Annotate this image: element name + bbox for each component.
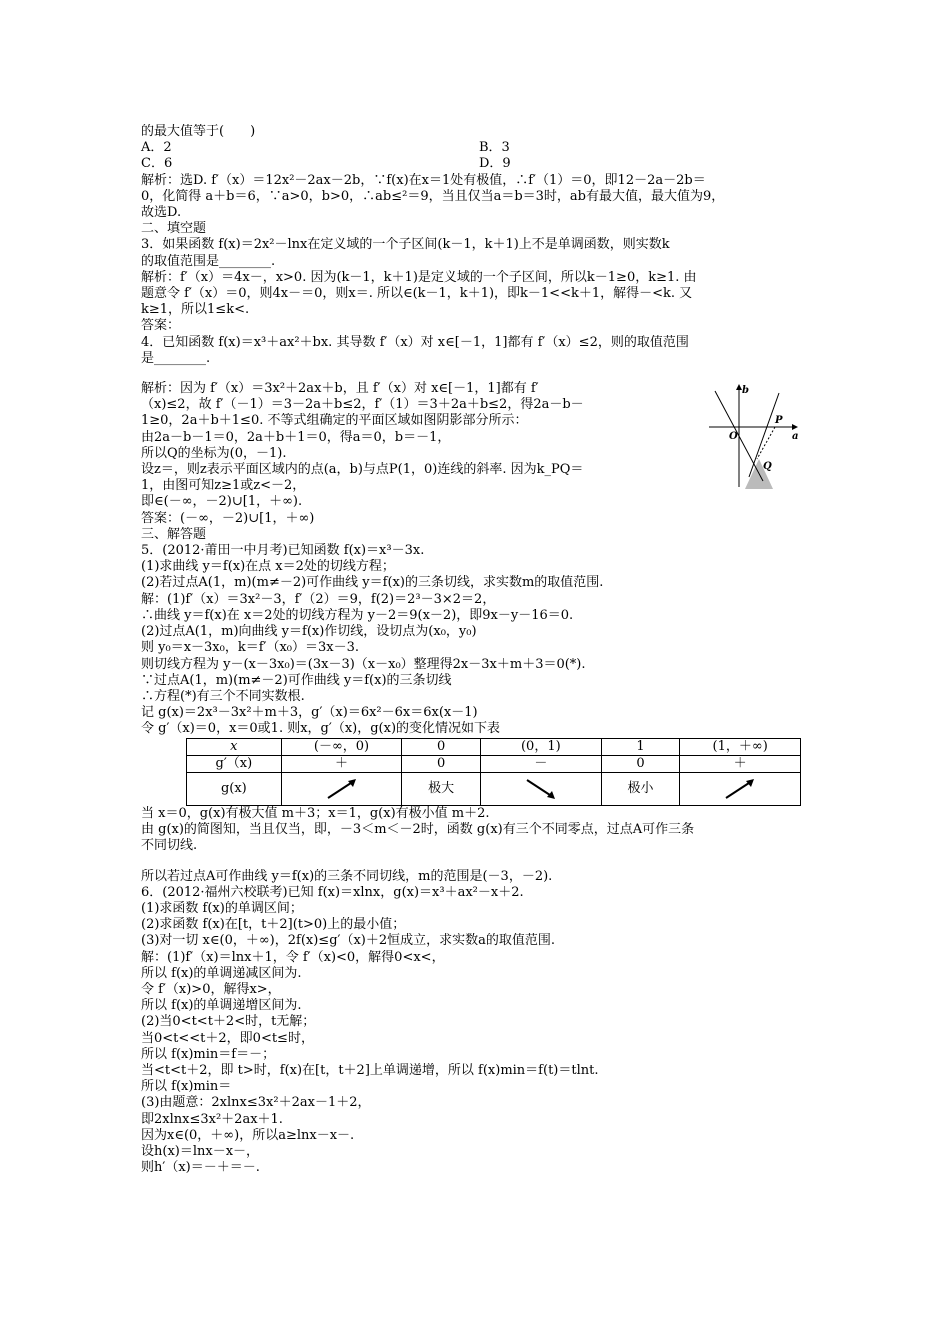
section-title-fill-in: 二、填空题: [141, 221, 207, 237]
q5-line: (2)若过点A(1，m)(m≠－2)可作曲线 y＝f(x)的三条切线，求实数m的取值范围.: [141, 575, 604, 591]
q5-line: 则 y₀＝x－3x₀，k＝f′（x₀）＝3x－3.: [141, 640, 360, 656]
q6-line: 所以 f(x)的单调递减区间为.: [141, 965, 302, 981]
label-p: P: [775, 415, 783, 427]
label-b: b: [742, 385, 749, 397]
q4-solution-line: 设z＝，则z表示平面区域内的点(a，b)与点P(1，0)连线的斜率. 因为k_PQ＝: [141, 462, 584, 478]
q6-line: (2)求函数 f(x)在[t，t＋2](t>0)上的最小值；: [141, 917, 406, 933]
q4-solution-block: [141, 381, 801, 527]
table-cell: 0: [402, 755, 481, 772]
q5-line: 由 g(x)的简图知，当且仅当，即，－3＜m＜－2时，函数 g(x)有三个不同零点，过点A可作三条: [141, 822, 695, 838]
table-cell: g′（x): [187, 755, 282, 772]
table-cell: g(x): [187, 772, 282, 805]
q6-line: 6．(2012·福州六校联考)已知 f(x)＝xlnx，g(x)＝x³＋ax²－x＋2.: [141, 884, 524, 900]
table-cell: ＋: [281, 755, 402, 772]
option-b: B．3: [479, 140, 510, 156]
q3-line: 3．如果函数 f(x)＝2x²－lnx在定义域的一个子区间(k－1，k＋1)上不是单调函数，则实数k: [141, 237, 670, 253]
q5-line: 记 g(x)＝2x³－3x²＋m＋3，g′（x)＝6x²－6x＝6x(x－1): [141, 705, 478, 721]
q5-line: 不同切线.: [141, 838, 198, 854]
table-row: [187, 755, 801, 772]
q4-answer: 答案：(－∞，－2)∪[1，＋∞): [141, 510, 315, 526]
table-cell: 0: [402, 738, 481, 755]
q6-line: 所以 f(x)的单调递增区间为.: [141, 998, 302, 1014]
q6-line: 则h′（x)＝－＋＝－.: [141, 1160, 260, 1176]
q5-line: ∵过点A(1，m)(m≠－2)可作曲线 y＝f(x)的三条切线: [141, 672, 452, 688]
region-figure: [705, 381, 801, 489]
q2-options-row1: [141, 140, 801, 156]
q4-solution-line: 解析：因为 f′（x）＝3x²＋2ax＋b，且 f′（x）对 x∈[－1，1]都有 f′: [141, 381, 539, 397]
q5-line: 所以若过点A可作曲线 y＝f(x)的三条不同切线，m的范围是(－3，－2).: [141, 868, 553, 884]
q5-line: 解：(1)f′（x）＝3x²－3，f′（2）＝9，f(2)＝2³－3×2＝2，: [141, 591, 496, 607]
table-cell: [680, 772, 801, 805]
q3-line: 题意令 f′（x）＝0，则4x－＝0，则x＝. 所以∈(k－1，k＋1)，即k－1<<k＋1，解得－<k. 又: [141, 286, 693, 302]
q6-line: (2)当0<t<t＋2<时，t无解；: [141, 1014, 316, 1030]
option-a: A．2: [141, 140, 172, 156]
table-row: [187, 772, 801, 805]
table-row: [187, 738, 801, 755]
q2-solution-line: 0，化简得 a＋b＝6，∵a>0，b>0，∴ab≤²＝9，当且仅当a＝b＝3时，ab有最大值，最大值为9，: [141, 188, 725, 204]
increasing-arrow-icon: [322, 776, 362, 802]
pq-segment: [757, 427, 775, 459]
q5-line: 则切线方程为 y－(x－3x₀)＝(3x－3)（x－x₀）整理得2x－3x＋m＋3＝0(*).: [141, 656, 586, 672]
q6-line: 所以 f(x)min＝: [141, 1079, 232, 1095]
q5-line: ∴曲线 y＝f(x)在 x＝2处的切线方程为 y－2＝9(x－2)，即9x－y－16＝0.: [141, 607, 574, 623]
q5-line: (2)过点A(1，m)向曲线 y＝f(x)作切线，设切点为(x₀，y₀): [141, 624, 477, 640]
q4-solution-line: 所以Q的坐标为(0，－1).: [141, 445, 287, 461]
q6-line: (3)对一切 x∈(0，＋∞)，2f(x)≤g′（x)＋2恒成立，求实数a的取值范围.: [141, 933, 556, 949]
q6-line: 当0<t<<t＋2，即0<t≤时，: [141, 1030, 314, 1046]
option-c: C．6: [141, 156, 173, 172]
q4-stem: 4．已知函数 f(x)＝x³＋ax²＋bx. 其导数 f′（x）对 x∈[－1，1]都有 f′（x）≤2，则的取值范围: [141, 334, 689, 350]
table-cell: －: [481, 755, 602, 772]
q5-line: 令 g′（x)＝0，x＝0或1. 则x，g′（x)，g(x)的变化情况如下表: [141, 721, 501, 737]
table-cell: 1: [601, 738, 680, 755]
table-cell: (－∞，0): [281, 738, 402, 755]
q6-line: 因为x∈(0，＋∞)，所以a≥lnx－x－.: [141, 1127, 355, 1143]
q5-line: ∴方程(*)有三个不同实数根.: [141, 688, 305, 704]
q6-line: 令 f′（x)>0，解得x>，: [141, 981, 281, 997]
q2-stem: 的最大值等于( ): [141, 124, 256, 139]
table-cell: [281, 772, 402, 805]
q4-solution-line: 1≥0，2a＋b＋1≤0. 不等式组确定的平面区域如图阴影部分所示：: [141, 413, 528, 429]
q4-solution-line: （x)≤2，故 f′（－1）＝3－2a＋b≤2，f′（1）＝3＋2a＋b≤2，得2a－b－: [141, 397, 584, 413]
table-cell: [481, 772, 602, 805]
variation-table: [186, 738, 801, 806]
option-d: D．9: [479, 156, 511, 172]
table-cell: x: [187, 738, 282, 755]
q6-line: 设h(x)＝lnx－x－，: [141, 1143, 260, 1159]
q6-line: (1)求函数 f(x)的单调区间；: [141, 900, 303, 916]
label-q: Q: [763, 461, 772, 473]
q6-line: 解：(1)f′（x)＝lnx＋1，令 f′（x)<0，解得0<x<，: [141, 949, 445, 965]
q2-solution-line: 故选D.: [141, 205, 182, 221]
document-page: [141, 124, 801, 1176]
q6-line: 当<t<t＋2，即 t>时，f(x)在[t，t＋2]上单调递增，所以 f(x)min＝f(t)＝tlnt.: [141, 1062, 599, 1078]
q2-solution-line: 解析：选D. f′（x）＝12x²－2ax－2b，∵f(x)在x＝1处有极值，∴f′（1）＝0，即12－2a－2b＝: [141, 172, 706, 188]
q3-line: 解析：f′（x）＝4x－，x>0. 因为(k－1，k＋1)是定义域的一个子区间，所以k－1≥0，k≥1. 由: [141, 269, 697, 285]
table-cell: (1，＋∞): [680, 738, 801, 755]
q6-line: 所以 f(x)min＝f＝－；: [141, 1046, 276, 1062]
q3-line: 的取值范围是________.: [141, 253, 276, 269]
q4-solution-line: 由2a－b－1＝0，2a＋b＋1＝0，得a＝0，b＝－1，: [141, 429, 451, 445]
q2-options-row2: [141, 156, 801, 172]
q4-solution-line: 即∈(－∞，－2)∪[1，＋∞).: [141, 494, 303, 510]
q4-solution-line: 1，由图可知z≥1或z<－2，: [141, 478, 306, 494]
q4-stem: 是________.: [141, 350, 211, 366]
label-o: O: [729, 431, 738, 443]
table-cell: (0，1): [481, 738, 602, 755]
table-cell: 极大: [402, 772, 481, 805]
section-title-solve: 三、解答题: [141, 526, 207, 542]
increasing-arrow-icon: [720, 776, 760, 802]
region-figure-svg: [705, 381, 801, 489]
q5-line: 当 x＝0，g(x)有极大值 m＋3；x＝1，g(x)有极小值 m＋2.: [141, 805, 490, 821]
table-cell: ＋: [680, 755, 801, 772]
q6-line: (3)由题意：2xlnx≤3x²＋2ax－1＋2，: [141, 1095, 371, 1111]
label-a: a: [792, 431, 799, 443]
q5-line: (1)求曲线 y＝f(x)在点 x＝2处的切线方程；: [141, 559, 395, 575]
q3-answer: 答案：: [141, 318, 181, 334]
q3-line: k≥1，所以1≤k<.: [141, 302, 250, 318]
decreasing-arrow-icon: [521, 776, 561, 802]
table-cell: 0: [601, 755, 680, 772]
q5-line: 5．(2012·莆田一中月考)已知函数 f(x)＝x³－3x.: [141, 543, 425, 559]
table-cell: 极小: [601, 772, 680, 805]
q6-line: 即2xlnx≤3x²＋2ax＋1.: [141, 1111, 283, 1127]
